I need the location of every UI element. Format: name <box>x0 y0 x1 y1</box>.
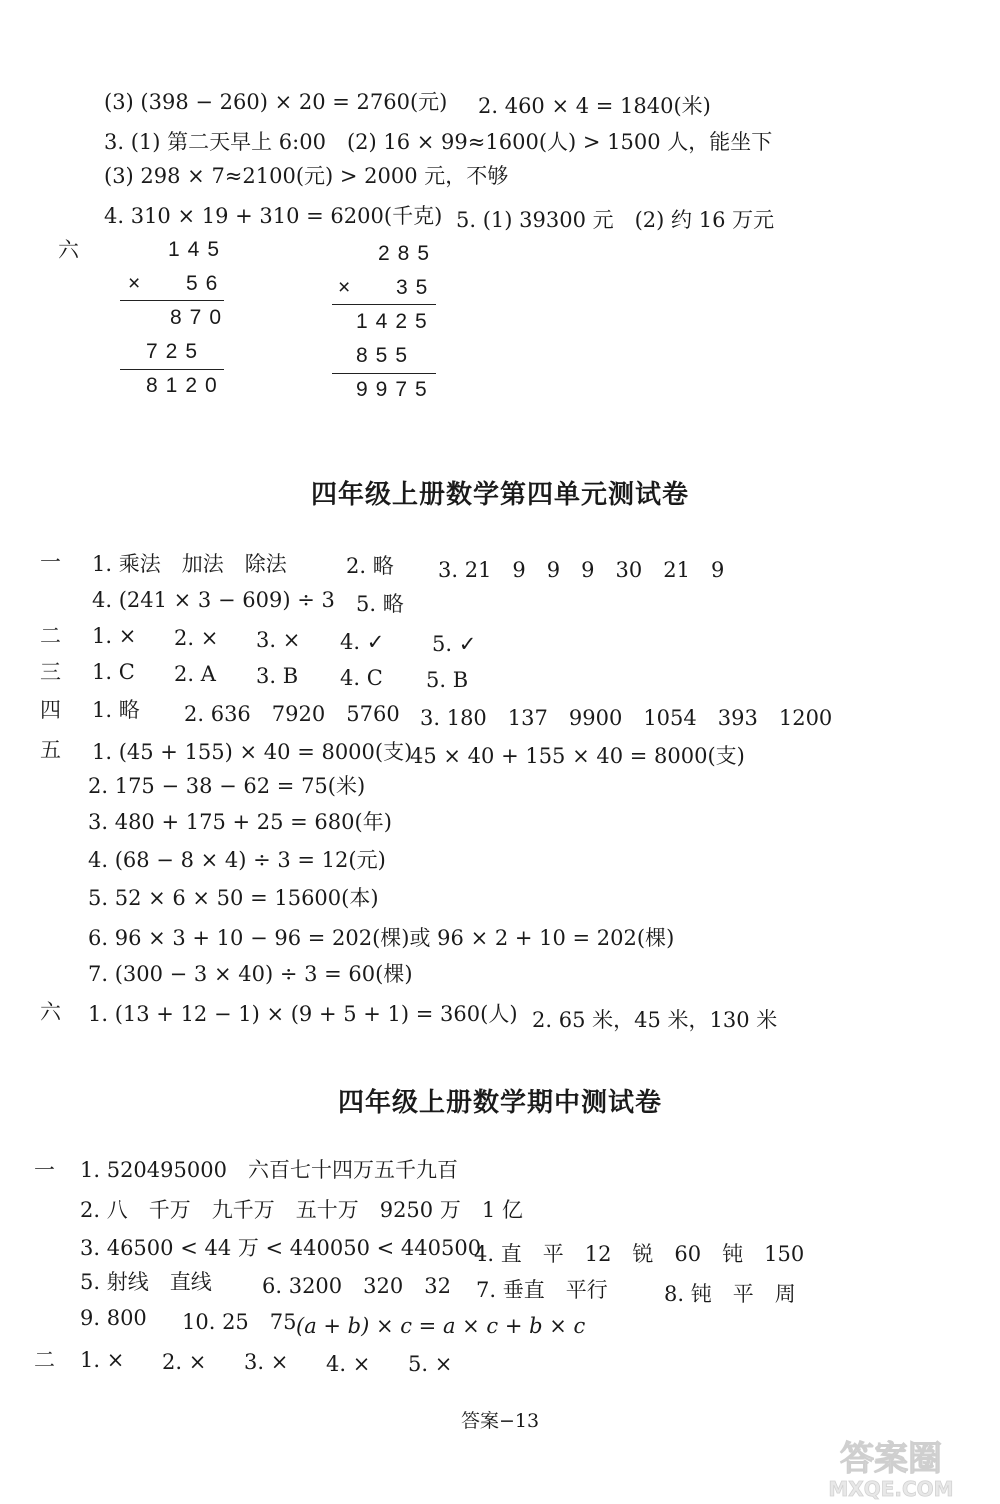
calc-rule <box>120 300 224 301</box>
section-label: 三 <box>40 660 61 684</box>
answer-item: 2. A <box>174 662 216 686</box>
answer-item: 1. 略 <box>92 698 140 722</box>
watermark-logo <box>806 1436 976 1502</box>
answer-line: 9. 800 <box>80 1306 147 1330</box>
answer-line: 5. 52 × 6 × 50 = 15600(本) <box>88 886 379 910</box>
answer-item: 1. × <box>80 1348 125 1372</box>
answer-item: 3. × <box>244 1350 289 1374</box>
answer-line: 45 × 40 + 155 × 40 = 8000(支) <box>410 744 745 768</box>
partial-product: 855 <box>356 344 416 367</box>
section-label: 一 <box>40 550 61 574</box>
answer-item: 5. B <box>426 668 469 692</box>
answer-item: 2. × <box>162 1350 207 1374</box>
multiplicand: 285 <box>378 242 438 265</box>
answer-item: 5. × <box>408 1352 453 1376</box>
section-label: 一 <box>34 1158 55 1182</box>
answer-line: 4. 直 平 12 锐 60 钝 150 <box>474 1242 805 1266</box>
partial-product: 1425 <box>356 310 435 333</box>
multiplier: 56 <box>186 272 226 295</box>
answer-line: 8. 钝 平 周 <box>664 1282 796 1306</box>
answer-line: 3. 480 + 175 + 25 = 680(年) <box>88 810 392 834</box>
partial-product: 725 <box>146 340 206 363</box>
watermark-url: MXQE.COM <box>828 1477 954 1501</box>
answer-line: 4. (68 − 8 × 4) ÷ 3 = 12(元) <box>88 848 386 872</box>
calc-rule <box>332 304 436 305</box>
answer-line: 1. 乘法 加法 除法 <box>92 552 287 576</box>
answer-line: (3) 298 × 7≈2100(元) > 2000 元，不够 <box>104 164 509 188</box>
product: 8120 <box>146 374 225 397</box>
answer-line: 2. 175 − 38 − 62 = 75(米) <box>88 774 366 798</box>
answer-item: 4. C <box>340 666 383 690</box>
answer-item: 3. 180 137 9900 1054 393 1200 <box>420 706 833 730</box>
times-sign: × <box>338 276 359 299</box>
answer-line: 2. 65 米，45 米，130 米 <box>532 1008 778 1032</box>
answer-line: (3) (398 − 260) × 20 = 2760(元) <box>104 90 448 114</box>
answer-line: 1. (13 + 12 − 1) × (9 + 5 + 1) = 360(人) <box>88 1002 518 1026</box>
formula: (a + b) × c = a × c + b × c <box>296 1314 586 1338</box>
section-title: 四年级上册数学第四单元测试卷 <box>310 480 689 510</box>
answer-item: 1. C <box>92 660 135 684</box>
answer-item: 5. ✓ <box>432 632 477 656</box>
answer-line: 2. 略 <box>346 554 394 578</box>
section-label: 四 <box>40 698 61 722</box>
section-label: 二 <box>34 1348 55 1372</box>
answer-line: 7. 垂直 平行 <box>476 1278 608 1302</box>
section-label: 六 <box>40 1000 61 1024</box>
answer-item: 1. × <box>92 624 137 648</box>
answer-item: 2. 636 7920 5760 <box>184 702 400 726</box>
answer-line: 1. 520495000 六百七十四万五千九百 <box>80 1158 458 1182</box>
answer-line: 4. (241 × 3 − 609) ÷ 3 <box>92 588 335 612</box>
calc-rule <box>332 373 436 374</box>
answer-line: 10. 25 75 <box>182 1310 297 1334</box>
answer-item: 2. × <box>174 626 219 650</box>
answer-line: 6. 3200 320 32 <box>262 1274 451 1298</box>
answer-line: 6. 96 × 3 + 10 − 96 = 202(棵)或 96 × 2 + 10 = 202(棵) <box>88 926 675 950</box>
answer-item: 4. ✓ <box>340 630 385 654</box>
answer-line: 4. 310 × 19 + 310 = 6200(千克) <box>104 204 443 228</box>
answer-line: 5. 略 <box>356 592 404 616</box>
answer-item: 3. B <box>256 664 299 688</box>
calc-rule <box>120 369 224 370</box>
answer-line: 2. 460 × 4 = 1840(米) <box>478 94 711 118</box>
answer-line: 5. (1) 39300 元 (2) 约 16 万元 <box>456 208 775 232</box>
section-label: 五 <box>40 738 61 762</box>
multiplicand: 145 <box>168 238 228 261</box>
answer-line: 5. 射线 直线 <box>80 1270 212 1294</box>
answer-line: 3. 21 9 9 9 30 21 9 <box>438 558 725 582</box>
answer-line: 3. 46500 < 44 万 < 440050 < 440500 <box>80 1236 482 1260</box>
answer-line: 2. 八 千万 九千万 五十万 9250 万 1 亿 <box>80 1198 523 1222</box>
answer-line: 3. (1) 第二天早上 6:00 (2) 16 × 99≈1600(人) > 1500 人，能坐下 <box>104 130 773 154</box>
page-number: 答案−13 <box>460 1410 540 1432</box>
times-sign: × <box>128 272 149 295</box>
answer-line: 1. (45 + 155) × 40 = 8000(支) <box>92 740 413 764</box>
product: 9975 <box>356 378 435 401</box>
answer-line: 7. (300 − 3 × 40) ÷ 3 = 60(棵) <box>88 962 413 986</box>
answer-item: 3. × <box>256 628 301 652</box>
multiplier: 35 <box>396 276 436 299</box>
watermark-text: 答案圈 <box>840 1439 942 1479</box>
section-label: 六 <box>58 238 79 262</box>
section-label: 二 <box>40 624 61 648</box>
section-title: 四年级上册数学期中测试卷 <box>337 1088 662 1118</box>
partial-product: 870 <box>170 306 230 329</box>
answer-item: 4. × <box>326 1352 371 1376</box>
